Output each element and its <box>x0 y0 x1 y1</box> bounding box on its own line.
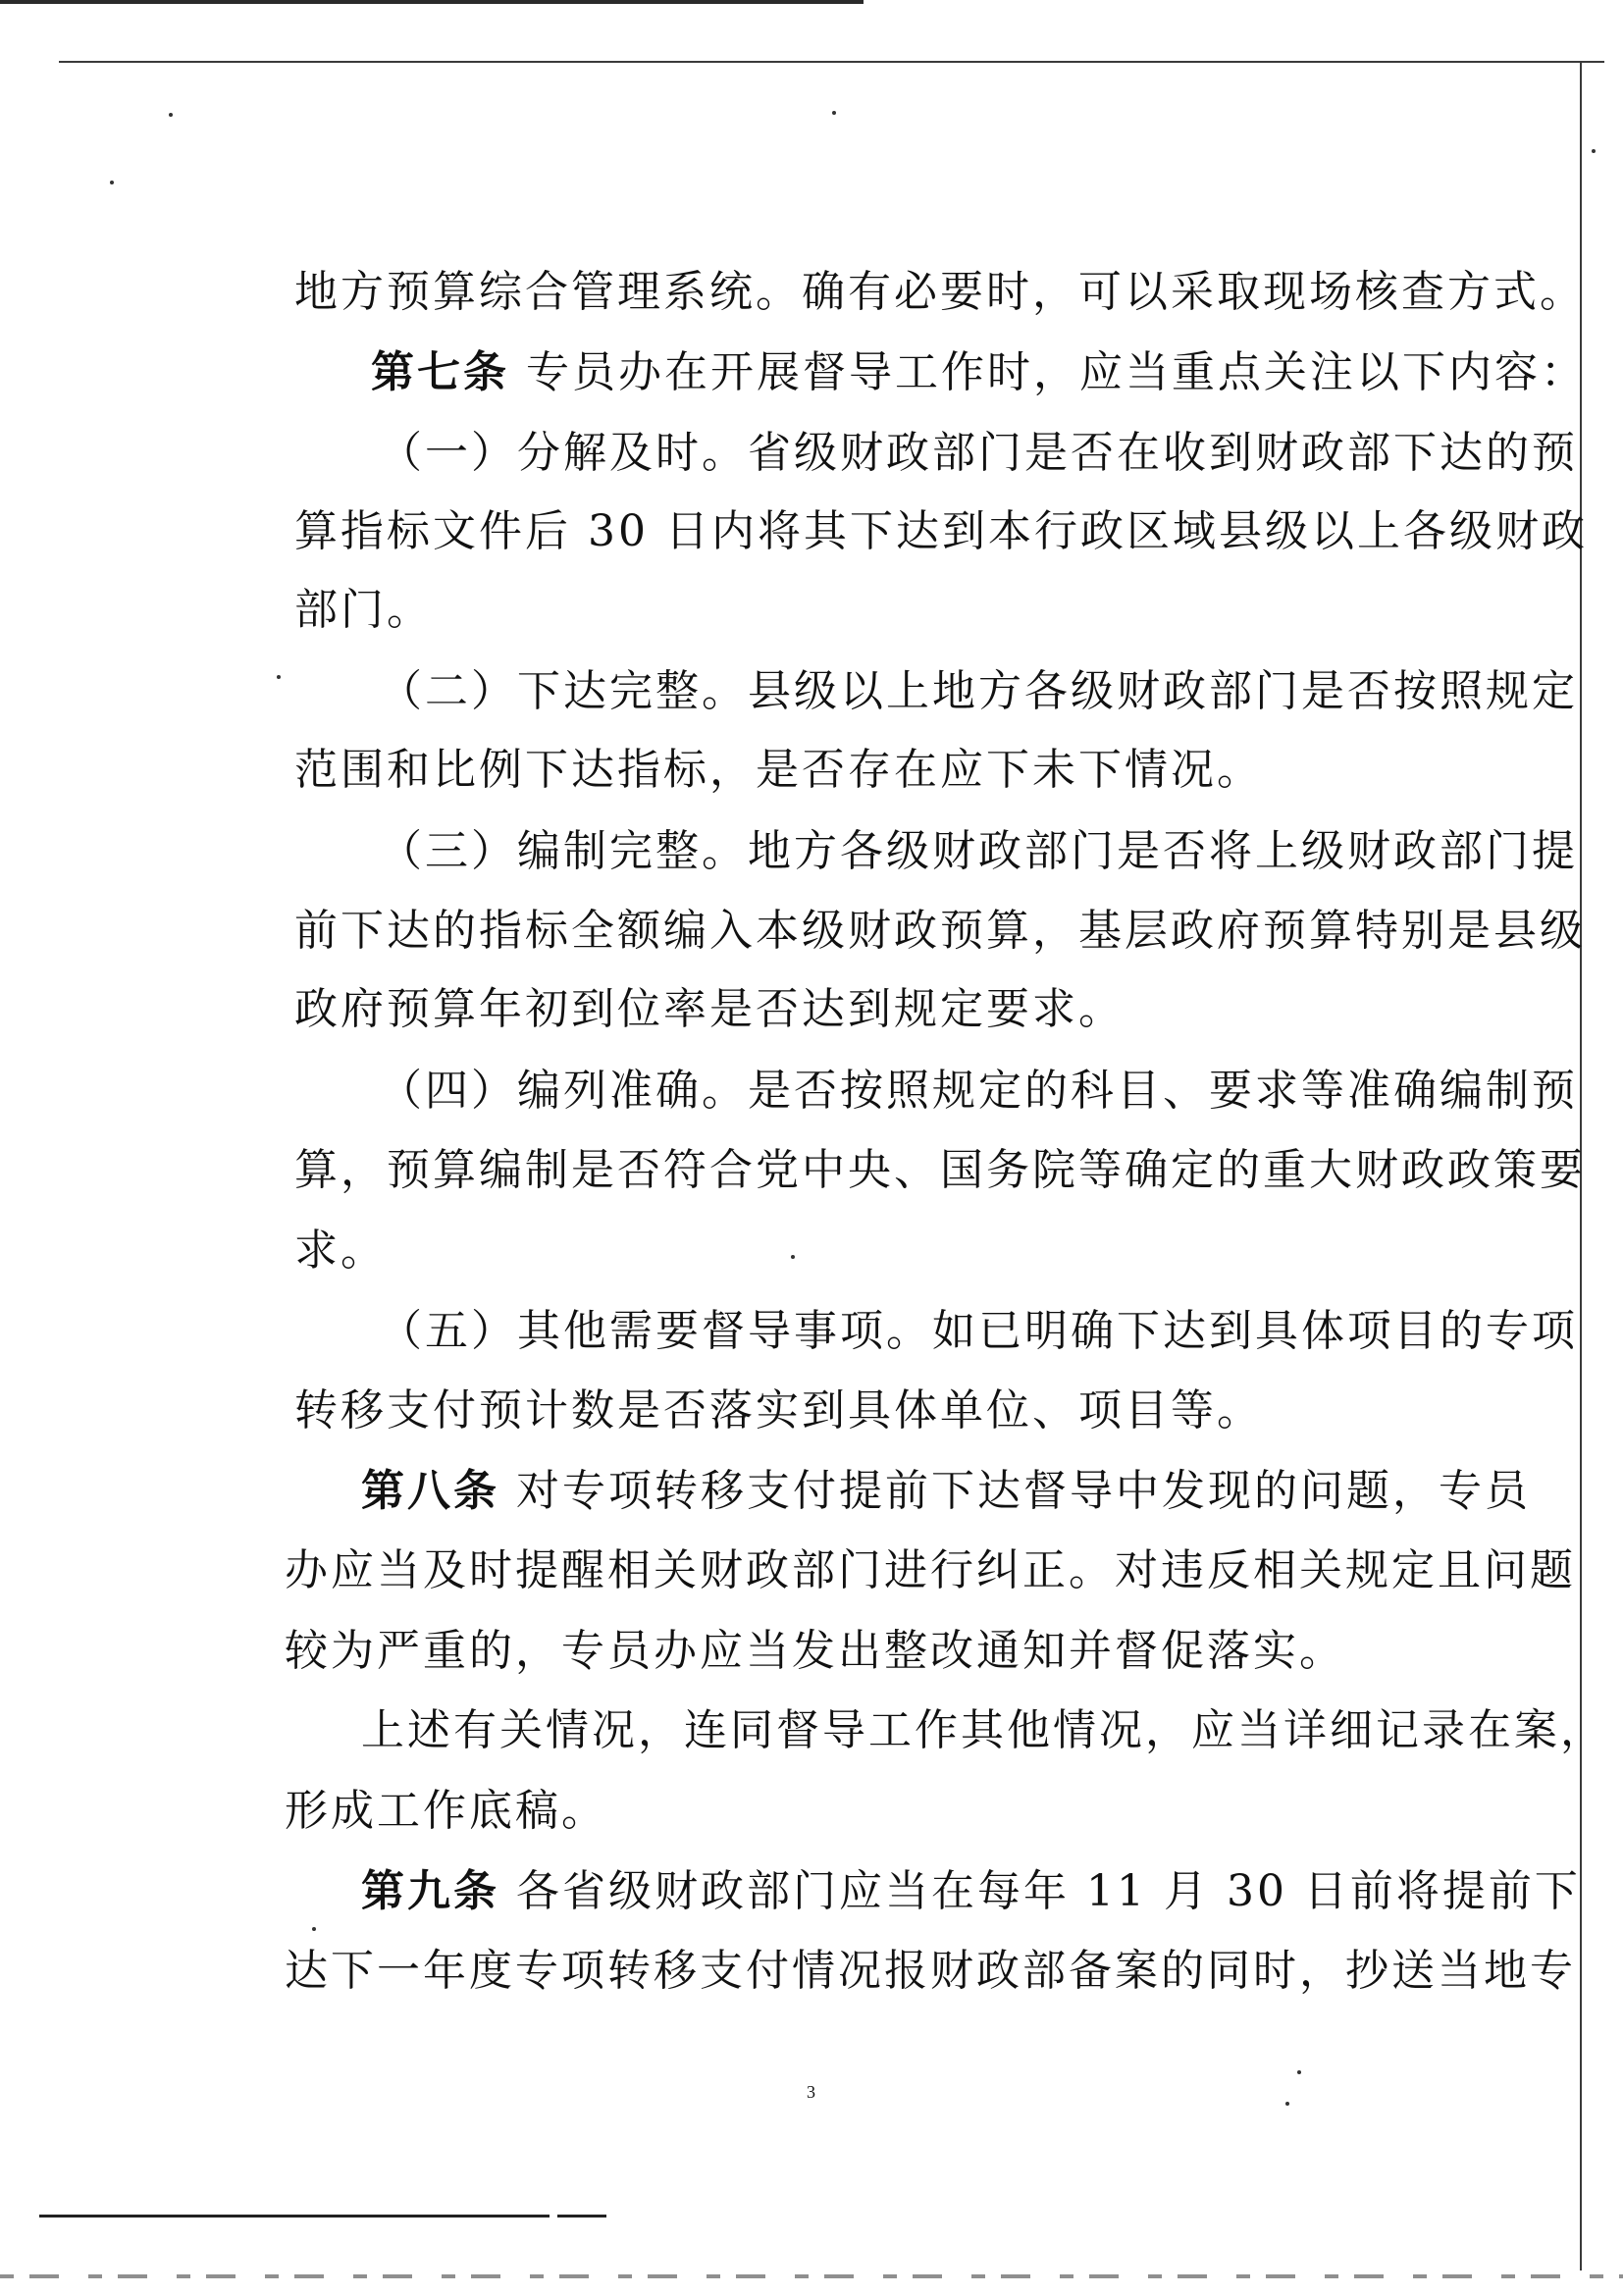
scan-speck <box>1285 2102 1289 2106</box>
page-border-top <box>59 61 1604 63</box>
line-text: 专员办在开展督导工作时，应当重点关注以下内容： <box>526 347 1587 397</box>
article-8-line <box>361 1464 1531 1519</box>
line-text: 办应当及时提醒相关财政部门进行纠正。对违反相关规定且问题 <box>285 1545 1576 1595</box>
line-text: 转移支付预计数是否落实到具体单位、项目等。 <box>294 1385 1263 1435</box>
footer-rule <box>39 2215 550 2218</box>
text-line <box>294 504 1588 559</box>
article-heading: 第八条 <box>361 1466 499 1516</box>
article-heading: 第七条 <box>371 347 509 397</box>
scan-speck <box>312 1927 316 1931</box>
line-text: 对专项转移支付提前下达督导中发现的问题，专员 <box>516 1466 1531 1516</box>
text-line <box>285 1543 1576 1598</box>
line-text: 范围和比例下达指标，是否存在应下未下情况。 <box>294 745 1263 795</box>
line-text: 求。 <box>294 1226 387 1276</box>
line-text: （四）编列准确。是否按照规定的科目、要求等准确编制预 <box>379 1066 1578 1116</box>
scan-border-top <box>0 0 864 4</box>
article-7-line <box>371 345 1587 400</box>
text-line <box>379 664 1578 719</box>
text-line <box>294 265 1586 320</box>
text-line <box>294 1383 1263 1438</box>
line-text: 上述有关情况，连同督导工作其他情况，应当详细记录在案， <box>361 1705 1606 1755</box>
article-heading: 第九条 <box>361 1866 499 1916</box>
text-line <box>379 1064 1578 1119</box>
text-line <box>294 583 433 638</box>
text-line <box>361 1703 1606 1758</box>
line-text: 形成工作底稿。 <box>285 1786 607 1836</box>
line-text: 部门。 <box>294 585 433 635</box>
text-line <box>285 1624 1345 1679</box>
text-line <box>379 1304 1578 1359</box>
text-line <box>379 824 1578 879</box>
scan-speck <box>169 113 173 117</box>
article-9-line <box>361 1864 1581 1919</box>
line-text: （三）编制完整。地方各级财政部门是否将上级财政部门提 <box>379 826 1578 876</box>
line-text: 较为严重的，专员办应当发出整改通知并督促落实。 <box>285 1626 1345 1676</box>
text-line <box>285 1784 607 1839</box>
line-text: 各省级财政部门应当在每年 11 月 30 日前将提前下 <box>516 1866 1581 1916</box>
scan-speck <box>832 111 836 115</box>
page-number: 3 <box>807 2082 815 2102</box>
line-text: 政府预算年初到位率是否达到规定要求。 <box>294 984 1125 1034</box>
line-text: 地方预算综合管理系统。确有必要时，可以采取现场核查方式。 <box>294 267 1586 317</box>
line-text: （一）分解及时。省级财政部门是否在收到财政部下达的预 <box>379 428 1578 478</box>
footer-rule-short <box>557 2215 606 2218</box>
text-line <box>294 982 1125 1037</box>
line-text: 算指标文件后 30 日内将其下达到本行政区域县级以上各级财政 <box>294 506 1588 556</box>
text-line <box>294 1143 1586 1198</box>
scan-speck <box>1297 2070 1301 2074</box>
text-line <box>294 743 1263 798</box>
line-text: 前下达的指标全额编入本级财政预算，基层政府预算特别是县级 <box>294 906 1586 956</box>
text-line <box>379 426 1578 481</box>
line-text: （二）下达完整。县级以上地方各级财政部门是否按照规定 <box>379 666 1578 716</box>
text-line <box>294 904 1586 959</box>
scan-speck <box>1592 149 1596 153</box>
line-text: 达下一年度专项转移支付情况报财政部备案的同时，抄送当地专 <box>285 1946 1576 1996</box>
text-line <box>294 1224 387 1278</box>
scan-border-bottom <box>0 2274 1623 2278</box>
scan-speck <box>791 1255 795 1259</box>
scan-speck <box>110 181 114 184</box>
line-text: （五）其他需要督导事项。如已明确下达到具体项目的专项 <box>379 1306 1578 1356</box>
text-line <box>285 1944 1576 1999</box>
line-text: 算，预算编制是否符合党中央、国务院等确定的重大财政政策要 <box>294 1145 1586 1195</box>
scan-speck <box>277 675 281 679</box>
